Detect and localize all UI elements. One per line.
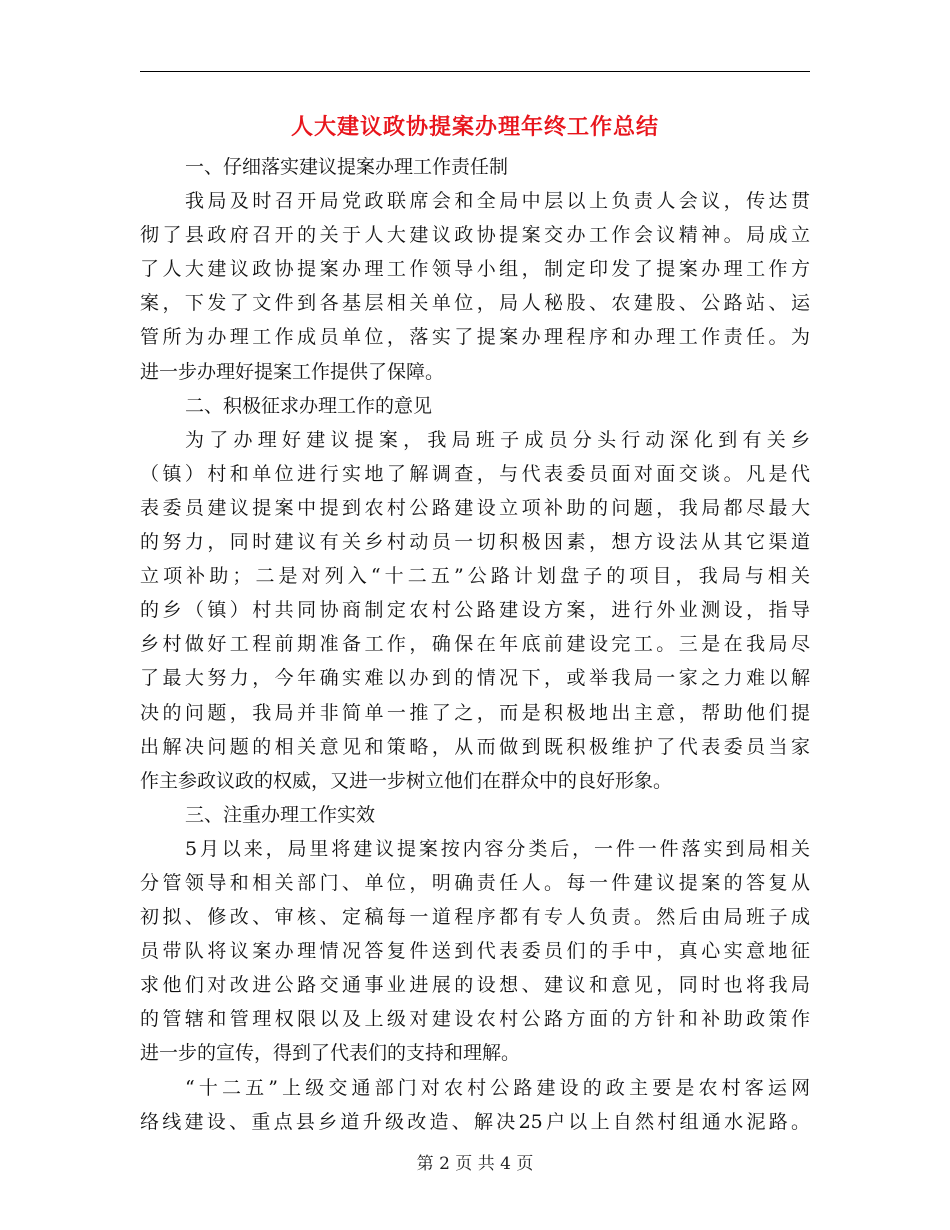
section-heading-3: 三、注重办理工作实效 (185, 803, 376, 826)
paragraph-line: 的乡（镇）村共同协商制定农村公路建设方案，进行外业测设，指导 (140, 599, 810, 622)
paragraph-line: 作主参政议政的权威，又进一步树立他们在群众中的良好形象。 (140, 769, 673, 792)
paragraph-line: （镇）村和单位进行实地了解调查，与代表委员面对面交谈。凡是代 (140, 462, 810, 485)
document-body (140, 150, 810, 1139)
document-title: 人大建议政协提案办理年终工作总结 (290, 114, 659, 140)
paragraph-line: 乡村做好工程前期准备工作，确保在年底前建设完工。三是在我局尽 (140, 633, 810, 656)
paragraph-line: 案，下发了文件到各基层相关单位，局人秘股、农建股、公路站、运 (140, 292, 810, 315)
section-heading-2: 二、积极征求办理工作的意见 (185, 394, 433, 417)
paragraph-line: 求他们对改进公路交通事业进展的设想、建议和意见，同时也将我局 (140, 974, 810, 997)
paragraph-line: 为了办理好建议提案，我局班子成员分头行动深化到有关乡 (185, 428, 810, 451)
paragraph-line: 的努力，同时建议有关乡村动员一切积极因素，想方设法从其它渠道 (140, 531, 810, 554)
header-rule (140, 71, 810, 72)
paragraph-line: 立项补助；二是对列入“十二五”公路计划盘子的项目，我局与相关 (140, 565, 810, 588)
paragraph-line: 员带队将议案办理情况答复件送到代表委员们的手中，真心实意地征 (140, 940, 810, 963)
paragraph-line: 进一步的宣传，得到了代表们的支持和理解。 (140, 1042, 521, 1065)
section-heading-1: 一、仔细落实建议提案办理工作责任制 (185, 156, 509, 178)
paragraph-line: 进一步办理好提案工作提供了保障。 (140, 360, 445, 383)
page-number-footer: 第 2 页 共 4 页 (416, 1154, 534, 1174)
paragraph-line: 了人大建议政协提案办理工作领导小组，制定印发了提案办理工作方 (140, 258, 810, 281)
paragraph-line: 的管辖和管理权限以及上级对建设农村公路方面的方针和补助政策作 (140, 1008, 810, 1031)
paragraph-line: 管所为办理工作成员单位，落实了提案办理程序和办理工作责任。为 (140, 326, 810, 349)
paragraph-line: 出解决问题的相关意见和策略，从而做到既积极维护了代表委员当家 (140, 735, 810, 758)
paragraph-line: 初拟、修改、审核、定稿每一道程序都有专人负责。然后由局班子成 (140, 906, 810, 929)
paragraph-line: 彻了县政府召开的关于人大建议政协提案交办工作会议精神。局成立 (140, 224, 810, 247)
paragraph-line: 决的问题，我局并非简单一推了之，而是积极地出主意，帮助他们提 (140, 701, 810, 724)
paragraph-line: 表委员建议提案中提到农村公路建设立项补助的问题，我局都尽最大 (140, 496, 810, 519)
paragraph-line: 络线建设、重点县乡道升级改造、解决25户以上自然村组通水泥路。 (140, 1110, 810, 1133)
paragraph-line: 我局及时召开局党政联席会和全局中层以上负责人会议，传达贯 (185, 190, 810, 213)
paragraph-line: 了最大努力，今年确实难以办到的情况下，或举我局一家之力难以解 (140, 667, 810, 690)
paragraph-line: 5月以来，局里将建议提案按内容分类后，一件一件落实到局相关 (185, 837, 810, 860)
paragraph-line: “十二五”上级交通部门对农村公路建设的政主要是农村客运网 (185, 1076, 810, 1099)
paragraph-line: 分管领导和相关部门、单位，明确责任人。每一件建议提案的答复从 (140, 871, 810, 894)
